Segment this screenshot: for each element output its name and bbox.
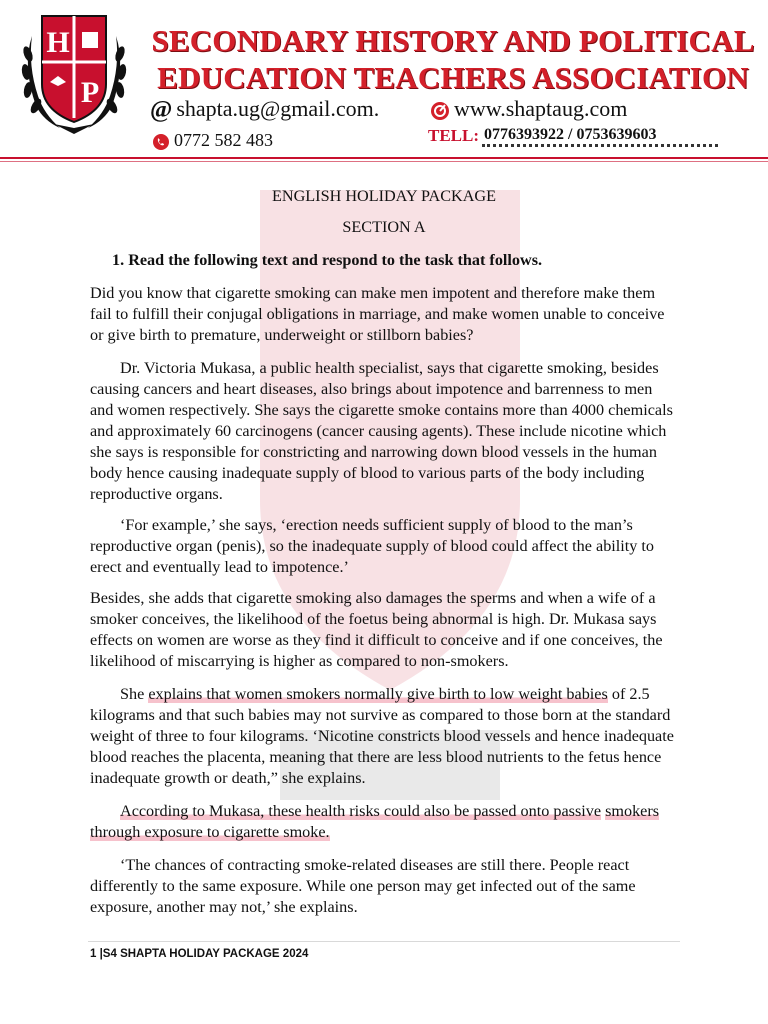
- tell-label: TELL:: [428, 126, 480, 145]
- paragraph-5-highlight: explains that women smokers normally give birth to low weight babies: [148, 685, 608, 703]
- paragraph-7: ‘The chances of contracting smoke-related diseases are still there. People react differently to the same exposure. While one person may get infected out of the same exposure, another may not,’ she explains.: [90, 856, 636, 916]
- contact-row-2: [152, 126, 762, 154]
- header-divider: [0, 157, 768, 159]
- contact-row-1: [150, 96, 760, 124]
- svg-text:H: H: [46, 26, 70, 59]
- website-contact[interactable]: [430, 96, 627, 122]
- footer-divider: [88, 941, 680, 942]
- globe-icon: [430, 101, 450, 121]
- paragraph-6-line-1: According to Mukasa, these health risks could also be passed onto passive: [120, 802, 602, 820]
- paragraph-3: ‘For example,’ she says, ‘erection needs sufficient supply of blood to the man’s reproductive organ (penis), so the inadequate supply of blood could affect the ability to erect and eventually lead to impotence.’: [90, 516, 655, 576]
- page-footer: 1 |S4 SHAPTA HOLIDAY PACKAGE 2024: [90, 948, 309, 960]
- whatsapp-contact[interactable]: [152, 130, 273, 151]
- paragraph-5-prefix: She: [120, 685, 149, 703]
- whatsapp-number: 0772 582 483: [174, 130, 273, 150]
- svg-text:P: P: [80, 76, 100, 109]
- organization-title: [148, 22, 758, 96]
- question-instruction: 1. Read the following text and respond to the task that follows.: [112, 251, 543, 269]
- document-body: [90, 182, 678, 918]
- paragraph-6-line-2: smokers through exposure to cigarette smoke.: [90, 802, 660, 841]
- email-contact[interactable]: [150, 96, 379, 124]
- document-title: ENGLISH HOLIDAY PACKAGE: [272, 187, 496, 205]
- paragraph-6: [90, 801, 678, 843]
- title-line-1: SECONDARY HISTORY AND POLITICAL: [151, 23, 755, 58]
- tell-numbers: 0776393922 / 0753639603: [484, 126, 657, 143]
- paragraph-1: Did you know that cigarette smoking can make men impotent and therefore make them fail to fulfill their conjugal obligations in marriage, and make women unable to conceive or give birth to premature, underweight or stillborn babies?: [90, 284, 665, 344]
- paragraph-5-rest: of 2.5 kilograms and that such babies may not survive as compared to those born at the standard weight of three to four kilograms. ‘Nicotine constricts blood vessels and hence inadequate blood reaches the placenta, meaning that there are less blood nutrients to the fetus hence inadequate growth or death,” she explains.: [90, 685, 674, 787]
- dotted-divider: [482, 144, 718, 147]
- email-text: shapta.ug@gmail.com.: [176, 96, 380, 121]
- title-line-2: EDUCATION TEACHERS ASSOCIATION: [157, 60, 749, 95]
- section-heading: SECTION A: [342, 218, 426, 236]
- website-text: www.shaptaug.com: [454, 96, 628, 121]
- header-divider-thin: [0, 161, 768, 162]
- at-icon: @: [150, 97, 173, 124]
- paragraph-2: Dr. Victoria Mukasa, a public health specialist, says that cigarette smoking, besides causing cancers and heart diseases, also brings about impotence and barrenness to men and women respectively. She says the cigarette smoke contains more than 4000 chemicals and approximately 60 carcinogens (cancer causing agents). These include nicotine which she says is responsible for constricting and narrowing down blood vessels in the human body hence causing inadequate supply of blood to various parts of the body including reproductive organs.: [90, 359, 673, 503]
- whatsapp-icon: [152, 133, 170, 151]
- paragraph-5: [90, 684, 678, 789]
- shapta-logo: [14, 6, 134, 138]
- paragraph-4: Besides, she adds that cigarette smoking also damages the sperms and when a wife of a smoker conceives, the likelihood of the foetus being abnormal is high. Dr. Mukasa says effects on women are worse as they find it difficult to conceive and if one conceives, the likelihood of miscarrying is higher as compared to non-smokers.: [90, 589, 663, 670]
